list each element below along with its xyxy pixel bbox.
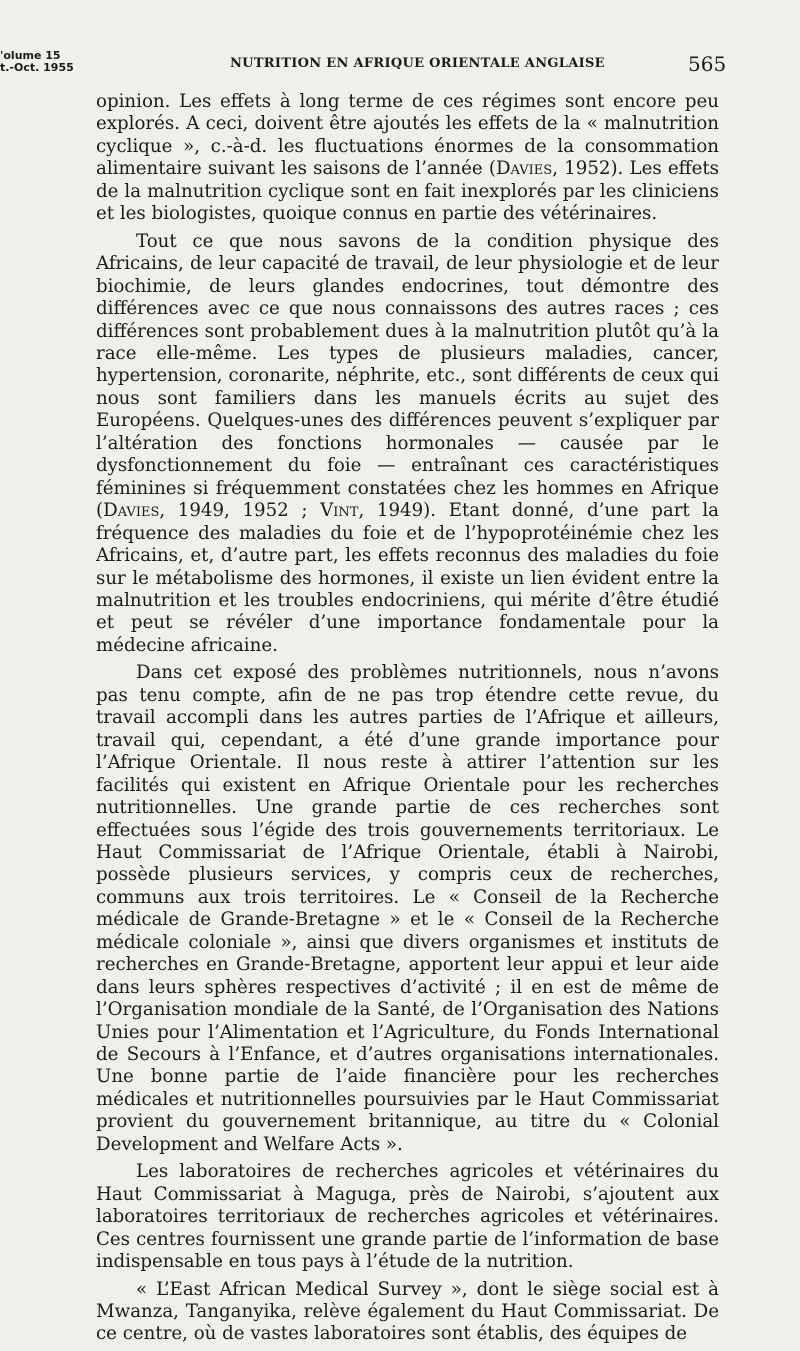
- text-run: , 1949, 1952 ;: [159, 500, 321, 522]
- author-citation: Vint: [320, 500, 359, 522]
- author-citation: Davies: [495, 158, 553, 180]
- running-title: NUTRITION EN AFRIQUE ORIENTALE ANGLAISE: [230, 56, 605, 71]
- text-run: « L’East African Medical Survey », dont le siège social est à Mwanza, Tanganyika, relève également du Haut Commissariat. De ce centre, où de vastes laboratoires sont établis, des équipes de: [96, 1278, 719, 1345]
- paragraph: [96, 91, 719, 226]
- date-label: t.-Oct. 1955: [0, 61, 74, 74]
- paragraph: [96, 1161, 719, 1273]
- text-run: Tout ce que nous savons de la condition physique des Africains, de leur capacité de travail, de leur physiologie et de leur biochimie, de leurs glandes endocrines, tout démontre des différences avec ce que nous connaissons des autres races ; ces différences sont probablement dues à la malnutrition plutôt qu’à la race elle-même. Les types de plusieurs maladies, cancer, hypertension, coronarite, néphrite, etc., sont différents de ceux qui nous sont familiers dans les manuels écrits au sujet des Européens. Quelques-unes des différences peuvent s’expliquer par l’altération des fonctions hormonales — causée par le dysfonctionnement du foie — entraînant ces caractéristiques féminines si fréquemment constatées chez les hommes en Afrique (: [96, 230, 719, 522]
- text-run: , 1949). Etant donné, d’une part la fréquence des maladies du foie et de l’hypoprotéinémie chez les Africains, et, d’autre part, les effets reconnus des maladies du foie sur le métabolisme des hormones, il existe un lien évident entre la malnutrition et les troubles endocriniens, qui mérite d’être étudié et peut se révéler d’une importance fondamentale pour la médecine africaine.: [96, 500, 719, 656]
- text-run: , 1952). Les effets de la malnutrition cyclique sont en fait inexplorés par les cliniciens et les biologistes, quoique connus en partie des vétérinaires.: [96, 158, 720, 225]
- author-citation: Davies: [103, 500, 160, 522]
- body-text: [96, 91, 719, 1351]
- text-run: Les laboratoires de recherches agricoles et vétérinaires du Haut Commissariat à Maguga, près de Nairobi, s’ajoutent aux laboratoires territoriaux de recherches agricoles et vétérinaires. Ces centres fournissent une grande partie de l’information de base indispensable en tous pays à l’étude de la nutrition.: [96, 1161, 719, 1273]
- volume-date-header: [0, 50, 74, 74]
- volume-label: 'olume 15: [0, 49, 61, 62]
- text-run: opinion. Les effets à long terme de ces régimes sont encore peu explorés. A ceci, doivent être ajoutés les effets de la « malnutrition cyclique », c.-à-d. les fluctuations énormes de la consommation alimentaire suivant les saisons de l’année (: [96, 91, 719, 180]
- paragraph: [96, 1279, 719, 1346]
- text-run: Dans cet exposé des problèmes nutritionnels, nous n’avons pas tenu compte, afin de ne pas trop étendre cette revue, du travail accompli dans les autres parties de l’Afrique et ailleurs, travail qui, cependant, a été d’une grande importance pour l’Afrique Orientale. Il nous reste à attirer l’attention sur les facilités qui existent en Afrique Orientale pour les recherches nutritionnelles. Une grande partie de ces recherches sont effectuées sous l’égide des trois gouvernements territoriaux. Le Haut Commissariat de l’Afrique Orientale, établi à Nairobi, possède plusieurs services, y compris ceux de recherches, communs aux trois territoires. Le « Conseil de la Recherche médicale de Grande-Bretagne » et le « Conseil de la Recherche médicale coloniale », ainsi que divers organismes et instituts de recherches en Grande-Bretagne, apportent leur appui et leur aide dans leurs sphères respectives d’activité ; il en est de même de l’Organisation mondiale de la Santé, de l’Organisation des Nations Unies pour l’Alimentation et l’Agriculture, du Fonds International de Secours à l’Enfance, et d’autres organisations internationales. Une bonne partie de l’aide financière pour les recherches médicales et nutritionnelles poursuivies par le Haut Commissariat provient du gouvernement britannique, au titre du « Colonial Development and Welfare Acts ».: [96, 662, 719, 1155]
- page-number: 565: [688, 52, 727, 76]
- paragraph: [96, 662, 719, 1156]
- paragraph: [96, 231, 719, 658]
